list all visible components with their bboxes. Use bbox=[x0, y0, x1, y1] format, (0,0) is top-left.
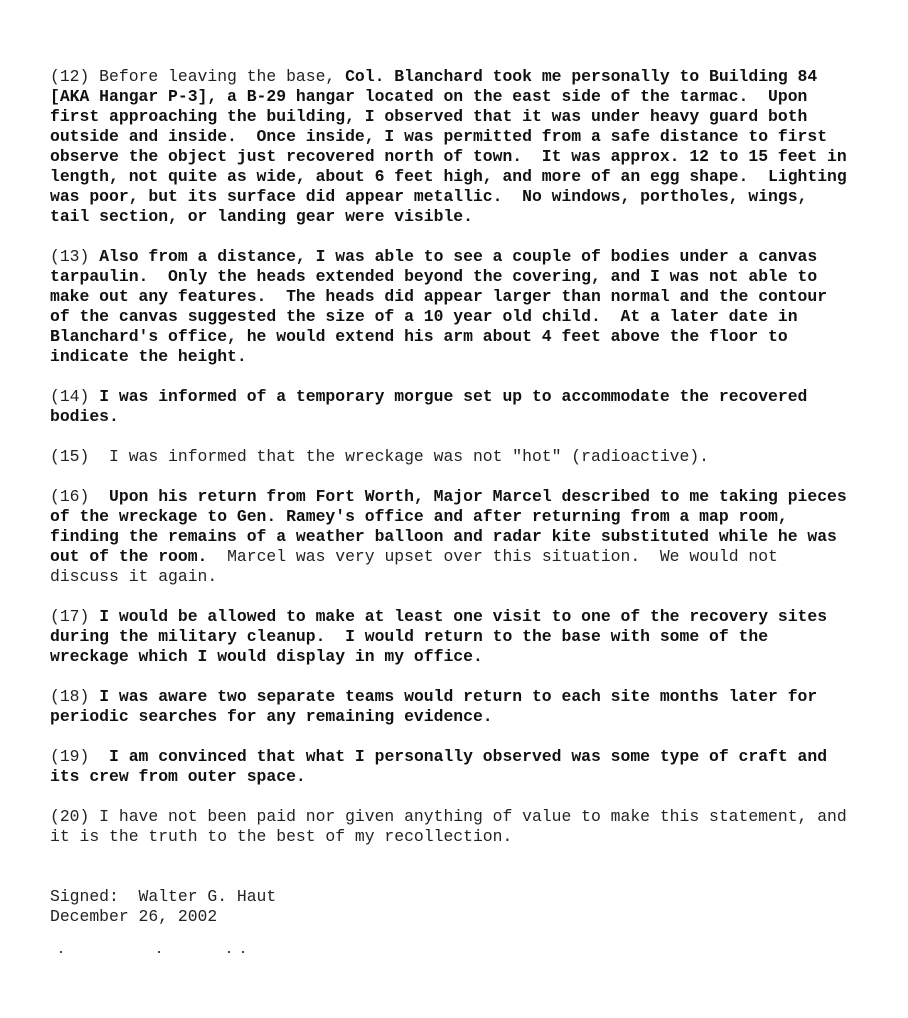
regular-text-run: (18) bbox=[50, 687, 100, 706]
bold-text-run: I was informed of a temporary morgue set up to accommodate the recovered bbox=[99, 387, 808, 406]
bold-text-run: of the wreckage to Gen. Ramey's office and after returning from a map room, bbox=[50, 507, 788, 526]
bold-text-run: make out any features. The heads did appear larger than normal and the contour bbox=[50, 287, 828, 306]
bold-text-run: finding the remains of a weather balloon and radar kite substituted while he was bbox=[50, 527, 837, 546]
text-line bbox=[50, 267, 847, 287]
text-line bbox=[50, 167, 847, 187]
bold-text-run: [AKA Hangar P-3], a B-29 hangar located on the east side of the tarmac. Upon bbox=[50, 87, 808, 106]
signed-line: Signed: Walter G. Haut bbox=[50, 887, 277, 906]
bold-text-run: its crew from outer space. bbox=[50, 767, 306, 786]
bold-text-run: I am convinced that what I personally observed was some type of craft and bbox=[109, 747, 828, 766]
regular-text-run: (20) I have not been paid nor given anything of value to make this statement, and bbox=[50, 807, 847, 826]
text-line bbox=[50, 147, 847, 167]
text-line bbox=[50, 407, 847, 427]
bold-text-run: during the military cleanup. I would return to the base with some of the bbox=[50, 627, 769, 646]
regular-text-run: Marcel was very upset over this situation. We would not bbox=[227, 547, 778, 566]
bold-text-run: I was aware two separate teams would return to each site months later for bbox=[99, 687, 818, 706]
bold-text-run: Also from a distance, I was able to see a couple of bodies under a canvas bbox=[99, 247, 818, 266]
paragraph-18 bbox=[50, 687, 847, 727]
text-line bbox=[50, 327, 847, 347]
regular-text-run: (16) bbox=[50, 487, 110, 506]
regular-text-run: (15) I was informed that the wreckage was not "hot" (radioactive). bbox=[50, 447, 710, 466]
bold-text-run: I would be allowed to make at least one visit to one of the recovery sites bbox=[99, 607, 828, 626]
text-line bbox=[50, 87, 847, 107]
text-line bbox=[50, 287, 847, 307]
bold-text-run: periodic searches for any remaining evidence. bbox=[50, 707, 493, 726]
text-line bbox=[50, 67, 847, 87]
text-line bbox=[50, 627, 847, 647]
bold-text-run: tarpaulin. Only the heads extended beyond the covering, and I was not able to bbox=[50, 267, 818, 286]
bold-text-run: first approaching the building, I observed that it was under heavy guard both bbox=[50, 107, 808, 126]
bold-text-run: bodies. bbox=[50, 407, 119, 426]
regular-text-run: (17) bbox=[50, 607, 100, 626]
text-line bbox=[50, 247, 847, 267]
bold-text-run: outside and inside. Once inside, I was permitted from a safe distance to first bbox=[50, 127, 828, 146]
cropped-text-remnant bbox=[60, 951, 260, 953]
text-line bbox=[50, 207, 847, 227]
paragraph-16 bbox=[50, 487, 847, 587]
bold-text-run: of the canvas suggested the size of a 10 year old child. At a later date in bbox=[50, 307, 798, 326]
paragraph-19 bbox=[50, 747, 847, 787]
text-line bbox=[50, 827, 847, 847]
text-line bbox=[50, 567, 847, 587]
text-line bbox=[50, 447, 847, 467]
text-line bbox=[50, 507, 847, 527]
bold-text-run: Col. Blanchard took me personally to Building 84 bbox=[345, 67, 818, 86]
remnant-dot bbox=[60, 951, 62, 953]
regular-text-run: (19) bbox=[50, 747, 110, 766]
bold-text-run: out of the room. bbox=[50, 547, 228, 566]
text-line bbox=[50, 127, 847, 147]
text-line bbox=[50, 307, 847, 327]
bold-text-run: Blanchard's office, he would extend his arm about 4 feet above the floor to bbox=[50, 327, 788, 346]
bold-text-run: wreckage which I would display in my office. bbox=[50, 647, 483, 666]
text-line bbox=[50, 107, 847, 127]
bold-text-run: length, not quite as wide, about 6 feet high, and more of an egg shape. Lighting bbox=[50, 167, 847, 186]
text-line bbox=[50, 747, 847, 767]
text-line bbox=[50, 187, 847, 207]
text-line bbox=[50, 767, 847, 787]
regular-text-run: (14) bbox=[50, 387, 100, 406]
regular-text-run: (12) Before leaving the base, bbox=[50, 67, 346, 86]
text-line bbox=[50, 527, 847, 547]
bold-text-run: tail section, or landing gear were visible. bbox=[50, 207, 473, 226]
paragraph-15 bbox=[50, 447, 847, 467]
regular-text-run: discuss it again. bbox=[50, 567, 218, 586]
bold-text-run: indicate the height. bbox=[50, 347, 247, 366]
signature-block bbox=[50, 887, 847, 927]
paragraph-17 bbox=[50, 607, 847, 667]
bold-text-run: Upon his return from Fort Worth, Major Marcel described to me taking pieces bbox=[109, 487, 847, 506]
text-line bbox=[50, 347, 847, 367]
text-line bbox=[50, 387, 847, 407]
bold-text-run: was poor, but its surface did appear metallic. No windows, portholes, wings, bbox=[50, 187, 808, 206]
text-line bbox=[50, 607, 847, 627]
regular-text-run: it is the truth to the best of my recollection. bbox=[50, 827, 513, 846]
signature-date: December 26, 2002 bbox=[50, 907, 218, 926]
text-line bbox=[50, 707, 847, 727]
text-line bbox=[50, 687, 847, 707]
paragraph-12 bbox=[50, 67, 847, 227]
text-line bbox=[50, 647, 847, 667]
text-line bbox=[50, 487, 847, 507]
bold-text-run: observe the object just recovered north of town. It was approx. 12 to 15 feet in bbox=[50, 147, 847, 166]
text-line bbox=[50, 547, 847, 567]
paragraph-13 bbox=[50, 247, 847, 367]
paragraph-14 bbox=[50, 387, 847, 427]
text-line bbox=[50, 807, 847, 827]
remnant-dot bbox=[158, 951, 160, 953]
document-body bbox=[50, 67, 847, 927]
paragraph-20 bbox=[50, 807, 847, 847]
remnant-dot bbox=[228, 951, 230, 953]
regular-text-run: (13) bbox=[50, 247, 100, 266]
remnant-dot bbox=[242, 951, 244, 953]
